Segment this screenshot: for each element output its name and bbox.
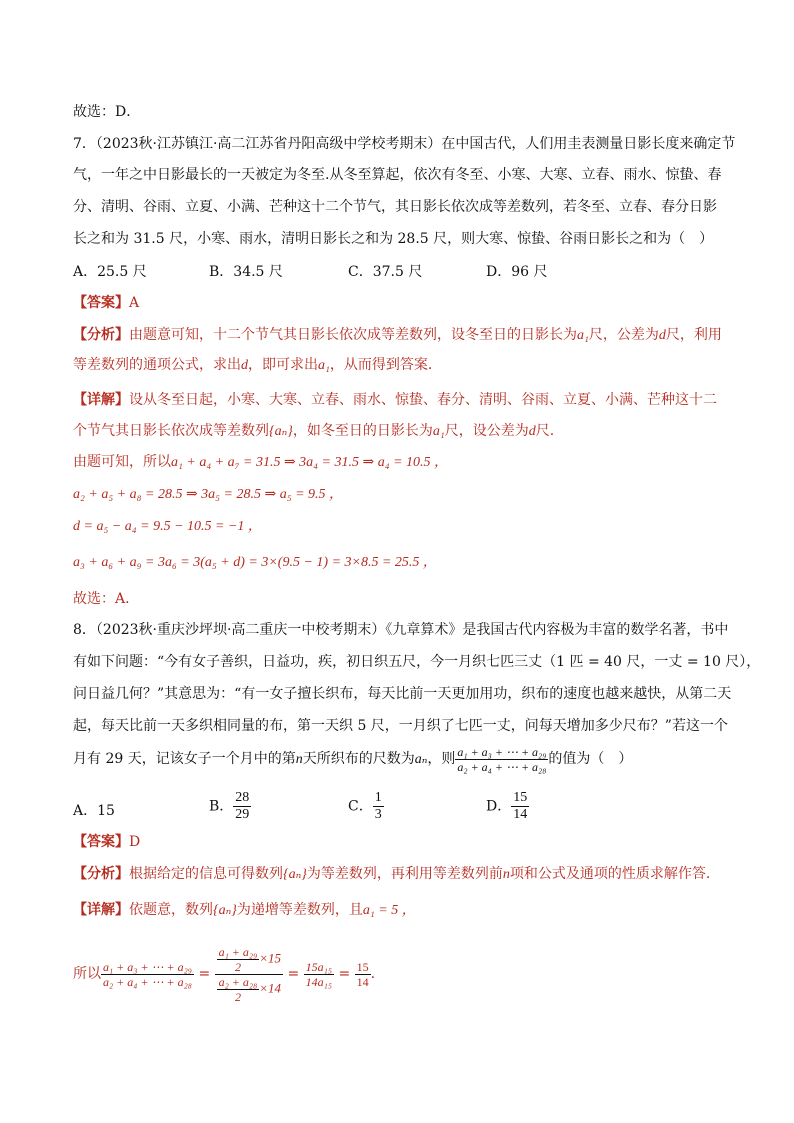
fraction-denominator: 14: [356, 974, 369, 989]
analysis-text: 项和公式及通项的性质求解作答.: [509, 866, 711, 882]
detail-text: 为递增等差数列，且: [236, 902, 363, 918]
q7-option-b: B．34.5 尺: [209, 264, 283, 280]
stem-text: ，则: [427, 751, 456, 767]
analysis-text: 根据给定的信息可得数列: [129, 866, 283, 882]
q7-option-d: D．96 尺: [486, 264, 548, 280]
detail-text: 尺，设公差为: [444, 423, 529, 439]
detail-tag: 【详解】: [73, 392, 129, 408]
q8-option-a: A．15: [73, 803, 115, 819]
analysis-tag: 【分析】: [73, 327, 129, 343]
analysis-text: ，从而得到答案．: [329, 357, 442, 373]
q7-option-c: C．37.5 尺: [348, 264, 423, 280]
math-symbol: {aₙ}: [283, 867, 307, 882]
fraction-numerator: 15a₁₅: [305, 959, 333, 974]
q7-detail-line-1: [73, 390, 717, 410]
fraction-numerator: a₁ + a₃ + ⋯ + a₂₉: [457, 744, 547, 759]
math-symbol: n: [295, 752, 303, 767]
q8-analysis: [73, 864, 710, 885]
detail-text: 个节气其日影长依次成等差数列: [73, 423, 269, 439]
analysis-text: 为等差数列，再利用等差数列前: [306, 866, 503, 882]
fraction-denominator: 14: [513, 807, 528, 822]
q8-stem-line-1: 8．（2023秋·重庆沙坪坝·高二重庆一中校考期末）《九章算术》是我国古代内容极为丰富的数学名著，书中: [73, 622, 729, 638]
prev-conclusion: 故选：D．: [73, 104, 141, 120]
q8-option-b: [209, 790, 251, 823]
q7-equation-1: [73, 452, 448, 473]
q8-stem-line-2: 有如下问题：“今有女子善织，日益功，疾，初日织五尺，今一月织七匹三丈（1 匹 = 40 尺，一丈 = 10 尺），: [73, 654, 761, 670]
detail-tag: 【详解】: [73, 902, 129, 918]
q8-stem-line-5: [73, 742, 632, 777]
multiplier: ×14: [259, 979, 282, 995]
equation: a₂ + a₅ + a₈ = 28.5 ⇒ 3a₅ = 28.5 ⇒ a₅ = 9.5 ，: [73, 487, 344, 502]
analysis-text: 尺，公差为: [588, 327, 659, 343]
option-label: B．: [209, 798, 234, 815]
q7-answer: [73, 293, 139, 313]
math-symbol: {aₙ}: [269, 424, 293, 439]
sum-formula-fraction: [215, 945, 283, 1004]
detail-text: 依题意，数列: [129, 902, 213, 918]
q8-stem-line-3: 问日益几何？”其意思为：“有一女子擅长织布，每天比前一天更加用功，织布的速度也越来越快，从第二天: [73, 686, 732, 702]
q7-stem-line-1: 7．（2023秋·江苏镇江·高二江苏省丹阳高级中学校考期末）在中国古代，人们用圭表测量日影长度来确定节: [73, 136, 736, 152]
fraction-denominator: 29: [235, 807, 250, 822]
fraction-denominator: a₂ + a₄ + ⋯ + a₂₈: [103, 974, 192, 989]
q8-option-c: [348, 790, 384, 823]
detail-text: 尺.: [535, 423, 555, 439]
ratio-fraction: [455, 745, 548, 774]
option-fraction: [373, 790, 384, 823]
equals-sign: =: [338, 966, 351, 982]
fraction-denominator: a₂ + a₄ + ⋯ + a₂₈: [457, 759, 547, 774]
option-label: C．: [348, 798, 373, 815]
math-symbol: d: [528, 424, 536, 439]
q7-option-a: A．25.5 尺: [73, 264, 147, 280]
detail-text: ，如冬至日的日影长为: [292, 423, 433, 439]
equals-sign: =: [287, 966, 300, 982]
equation: a₁ = 5 ，: [362, 903, 416, 918]
option-label: D．: [486, 798, 512, 815]
fraction-numerator: 28: [235, 790, 250, 805]
fraction-denominator: 14a₁₅: [305, 974, 333, 989]
stem-text: 天所织布的尺数为: [302, 751, 415, 767]
math-symbol: n: [502, 867, 510, 882]
q8-answer: [73, 832, 140, 852]
fraction-numerator: a₁ + a₂₉: [218, 944, 258, 959]
equation: d = a₅ − a₄ = 9.5 − 10.5 = −1 ，: [73, 519, 262, 534]
q8-final-equation: [73, 940, 375, 1008]
detail-text: 设从冬至日起，小寒、大寒、立春、雨水、惊蛰、春分、清明、谷雨、立夏、小满、芒种这十二: [129, 392, 717, 408]
q7-detail-line-2: [73, 421, 554, 442]
middle-term-fraction: [304, 960, 334, 989]
stem-text: 的值为（ ）: [548, 751, 633, 767]
answer-tag: 【答案】: [73, 834, 129, 850]
equation-prefix: 由题可知，所以: [73, 454, 171, 470]
analysis-text: 由题意可知，十二个节气其日影长依次成等差数列，设冬至日的日影长为: [129, 327, 577, 343]
fraction-denominator: [215, 975, 283, 1004]
q7-equation-4: [73, 552, 437, 573]
inner-fraction: [217, 975, 260, 1004]
analysis-text: ，即可求出: [248, 357, 318, 373]
q7-stem-line-3: 分、清明、谷雨、立夏、小满、芒种这十二个节气，其日影长依次成等差数列，若冬至、立春、春分日影: [73, 199, 717, 215]
equation-prefix: 所以: [73, 966, 101, 982]
q8-detail: [73, 900, 416, 921]
analysis-text: 尺，利用: [665, 327, 722, 343]
conclusion-text: 故选：A．: [73, 591, 140, 607]
math-symbol: aₙ: [414, 752, 428, 767]
option-fraction: [511, 790, 529, 823]
q7-stem-line-2: 气，一年之中日影最长的一天被定为冬至.从冬至算起，依次有冬至、小寒、大寒、立春、雨水、惊蛰、春: [73, 167, 722, 183]
equals-sign: =: [198, 966, 211, 982]
equation: a₁ + a₄ + a₇ = 31.5 ⇒ 3a₄ = 31.5 ⇒ a₄ = 10.5 ，: [171, 455, 449, 470]
ratio-fraction: [101, 960, 194, 989]
fraction-denominator: 2: [234, 989, 241, 1004]
answer-value: D: [129, 834, 141, 850]
q7-stem-line-4: 长之和为 31.5 尺，小寒、雨水，清明日影长之和为 28.5 尺，则大寒、惊蛰、谷雨日影长之和为（ ）: [73, 231, 714, 247]
answer-value: A: [129, 295, 140, 311]
fraction-numerator: 15: [513, 790, 528, 805]
equation: a₃ + a₆ + a₉ = 3a₆ = 3(a₅ + d) = 3×(9.5 − 1) = 3×8.5 = 25.5 ，: [73, 555, 437, 570]
q8-option-d: [486, 790, 529, 823]
q7-equation-3: [73, 516, 262, 537]
fraction-numerator: a₂ + a₂₈: [218, 974, 258, 989]
math-symbol: d: [241, 358, 248, 373]
q7-equation-2: [73, 484, 343, 505]
fraction-numerator: [215, 945, 283, 975]
analysis-text: 等差数列的通项公式，求出: [73, 357, 241, 373]
math-symbol: a₁: [432, 424, 445, 439]
math-symbol: a₁: [577, 328, 589, 343]
period: .: [370, 966, 376, 982]
multiplier: ×15: [259, 949, 282, 965]
stem-text: 月有 29 天，记该女子一个月中的第: [73, 751, 296, 767]
analysis-tag: 【分析】: [73, 866, 129, 882]
q8-stem-line-4: 起，每天比前一天多织相同量的布，第一天织 5 尺，一月织了七匹一丈，问每天增加多少尺布？”若这一个: [73, 718, 728, 734]
q7-analysis-line-1: [73, 325, 722, 346]
fraction-denominator: 2: [234, 959, 241, 974]
q7-conclusion: [73, 589, 139, 609]
answer-tag: 【答案】: [73, 295, 129, 311]
inner-fraction: [217, 945, 260, 974]
fraction-denominator: 3: [374, 807, 382, 822]
math-symbol: a₁: [318, 358, 330, 373]
fraction-numerator: 15: [356, 959, 369, 974]
option-fraction: [233, 790, 251, 823]
math-symbol: {aₙ}: [213, 903, 237, 918]
fraction-numerator: a₁ + a₃ + ⋯ + a₂₉: [103, 959, 192, 974]
result-fraction: [355, 960, 371, 989]
math-symbol: d: [658, 328, 666, 343]
q7-analysis-line-2: [73, 355, 442, 376]
fraction-numerator: 1: [374, 790, 382, 805]
